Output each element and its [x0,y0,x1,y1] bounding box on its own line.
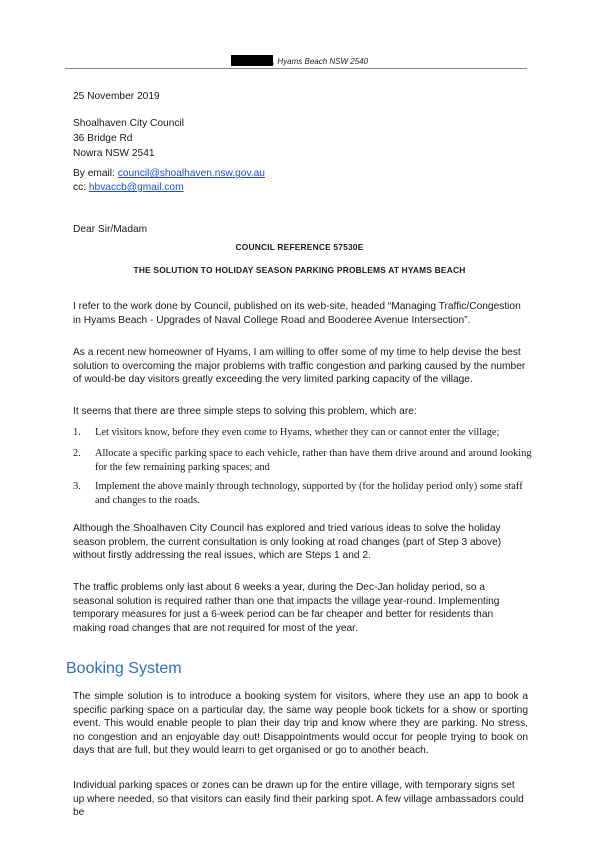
paragraph-3: It seems that there are three simple steps to solving this problem, which are: [73,406,417,417]
header-divider [65,68,527,69]
recipient-line-3: Nowra NSW 2541 [73,148,155,159]
paragraph-4: Although the Shoalhaven City Council has explored and tried various ideas to solve the holiday season problem, the current consultation is only looking at road changes (part of Step 3 above) without firstly addressing the real issues, which are Steps 1 and 2. [73,523,502,561]
council-reference: COUNCIL REFERENCE 57530E [235,242,364,252]
section-heading: Booking System [66,660,182,677]
section-paragraph-1: The simple solution is to introduce a booking system for visitors, where they use an app to book a specific parking space on a particular day, the same way people book tickets for a show or sporting event. This would enable people to plan their day trip and know where they are parking. No stress, no congestion and an enjoyable day out! Disappointments would occur for people trying to book on days that are full, but they would learn to get organised or go to another beach. [73,691,528,756]
cc-email-link[interactable]: hbvaccb@gmail.com [88,182,184,193]
header-address: , Hyams Beach NSW 2540 [0,55,599,66]
recipient-line-1: Shoalhaven City Council [73,118,184,129]
paragraph-5: The traffic problems only last about 6 weeks a year, during the Dec-Jan holiday period, so a seasonal solution is required rather than one that impacts the village year-round. Implementing temporary measures for just a 6-week period can be far cheaper and better for residents than making road changes that are not required for most of the year. [73,582,500,634]
list-item: 2. Allocate a specific parking space to each vehicle, rather than have them drive around and around looking for the few remaining parking spaces; and [73,448,532,473]
paragraph-1: I refer to the work done by Council, published on its web-site, headed “Managing Traffic/Congestion in Hyams Beach - Upgrades of Naval College Road and Booderee Avenue Intersection”. [73,301,521,326]
email-link[interactable]: council@shoalhaven.nsw.gov.au [117,168,265,179]
section-paragraph-2: Individual parking spaces or zones can be drawn up for the entire village, with temporary signs set up where needed, so that visitors can easily find their parking spot. A few village ambassadors could be [73,780,524,818]
recipient-line-2: 36 Bridge Rd [73,133,133,144]
paragraph-2: As a recent new homeowner of Hyams, I am willing to offer some of my time to help devise the best solution to overcoming the major problems with traffic congestion and parking caused by the number of would-be day visitors greatly exceeding the very limited parking capacity of the village. [73,347,526,385]
redacted-block [231,55,273,66]
letter-date: 25 November 2019 [73,91,160,102]
salutation: Dear Sir/Madam [73,224,148,235]
email-line: By email: council@shoalhaven.nsw.gov.au [73,168,265,179]
cc-line: cc: hbvaccb@gmail.com [73,182,184,193]
list-item: 3. Implement the above mainly through technology, supported by (for the holiday period only) some staff and changes to the roads. [73,481,523,506]
list-item: 1. Let visitors know, before they even come to Hyams, whether they can or cannot enter the village; [73,427,500,438]
letter-subject: THE SOLUTION TO HOLIDAY SEASON PARKING PROBLEMS AT HYAMS BEACH [133,265,466,275]
